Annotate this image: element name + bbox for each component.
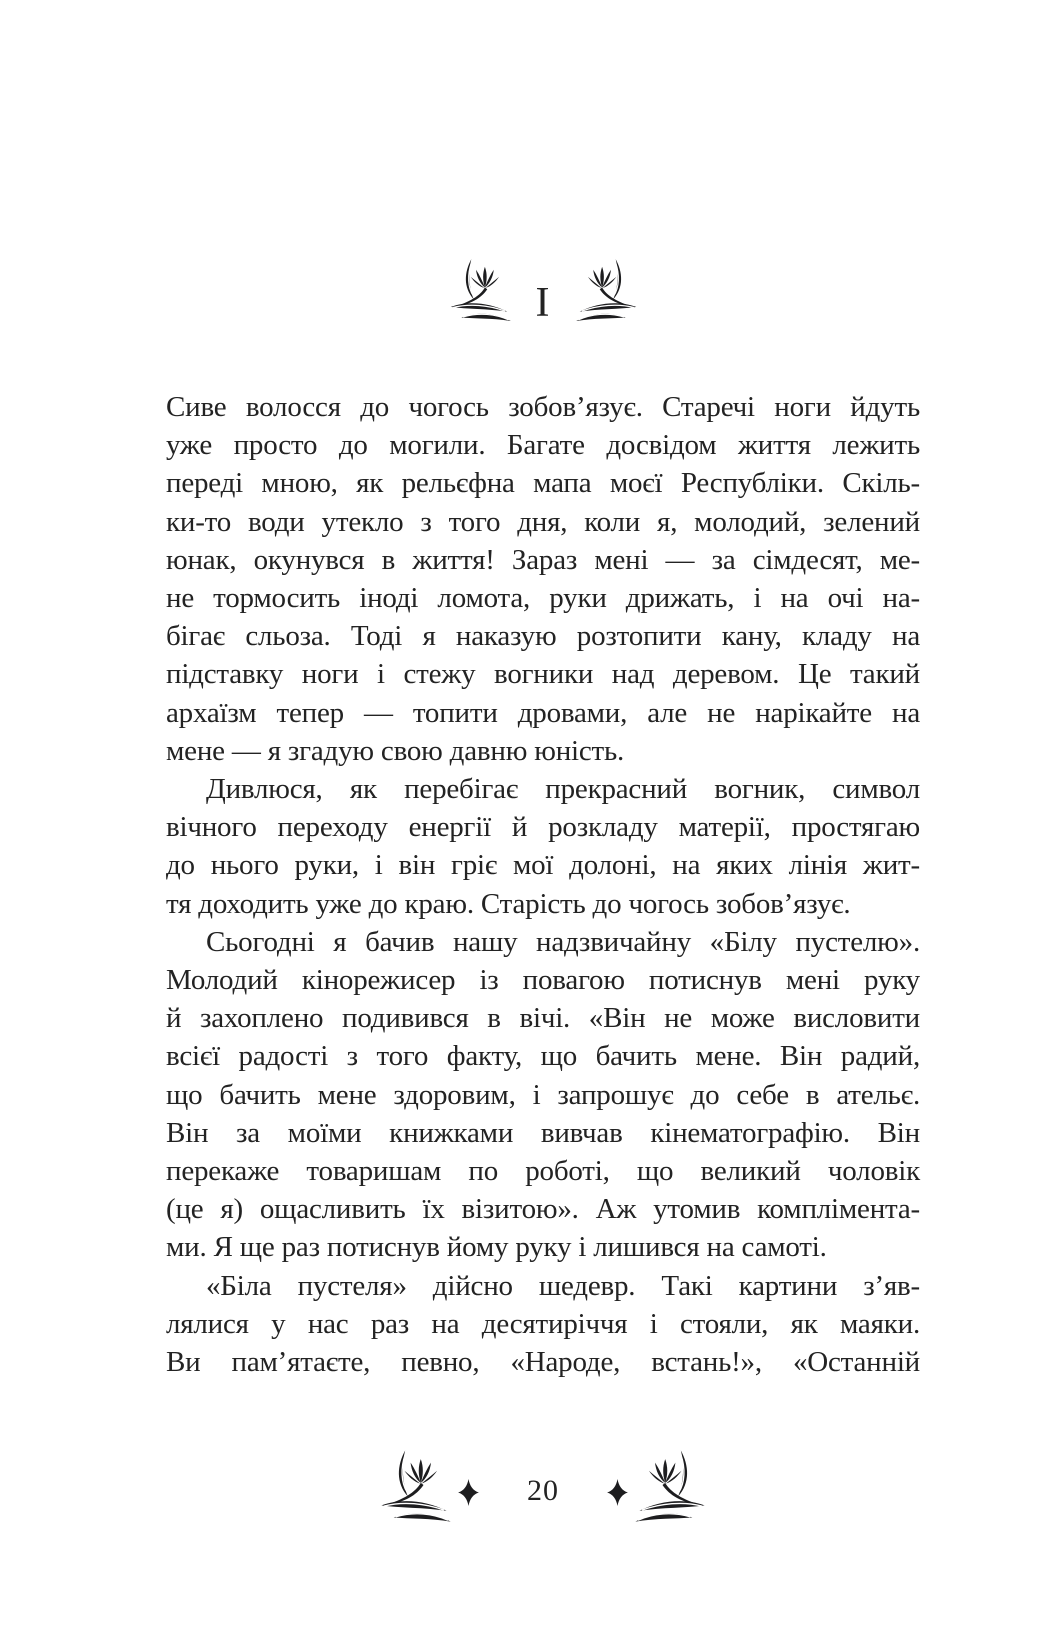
text-line: «Біла пустеля» дійсно шедевр. Такі картини з’яв-: [206, 1269, 920, 1302]
text-line: Молодий кінорежисер із повагою потиснув мені руку: [166, 964, 920, 997]
floral-ornament-right-icon: [575, 254, 641, 328]
text-line: вічного переходу енергії й розкладу матерії, простягаю: [166, 811, 920, 844]
text-line: не тормосить іноді ломота, руки дрижать, і на очі на-: [166, 582, 920, 615]
text-line: ки-то води утекло з того дня, коли я, молодий, зелений: [166, 505, 920, 538]
text-line: й захоплено подивився в вічі. «Він не може висловити: [166, 1002, 920, 1035]
body-text: [166, 388, 920, 1381]
diamond-separator-right-icon: [607, 1479, 628, 1506]
text-line: Сиве волосся до чогось зобов’язує. Старечі ноги йдуть: [166, 391, 920, 423]
floral-ornament-footer-right-icon: [634, 1446, 710, 1528]
text-line: всієї радості з того факту, що бачить мене. Він радий,: [166, 1040, 920, 1073]
floral-ornament-left-icon: [446, 254, 512, 328]
text-line: Сьогодні я бачив нашу надзвичайну «Білу пустелю».: [206, 925, 920, 958]
text-line: лялися у нас раз на десятиріччя і стояли, як маяки.: [166, 1307, 920, 1340]
text-line: переді мною, як рельєфна мапа моєї Республіки. Скіль-: [166, 467, 920, 500]
text-line: підставку ноги і стежу вогники над деревом. Це такий: [166, 658, 920, 691]
text-line: Ви пам’ятаєте, певно, «Народе, встань!», «Останній: [166, 1346, 920, 1379]
chapter-header: [166, 254, 920, 328]
diamond-separator-left-icon: [458, 1479, 479, 1506]
text-line: архаїзм тепер — топити дровами, але не нарікайте на: [166, 696, 920, 729]
text-line: Він за моїми книжками вивчав кінематографію. Він: [166, 1116, 920, 1149]
floral-ornament-footer-left-icon: [376, 1446, 452, 1528]
text-line: бігає сльоза. Тоді я наказую розтопити кану, кладу на: [166, 620, 920, 653]
text-line: уже просто до могили. Багате досвідом життя лежить: [166, 429, 920, 462]
text-line: Дивлюся, як перебігає прекрасний вогник, символ: [206, 773, 920, 806]
text-line: тя доходить уже до краю. Старість до чогось зобов’язує.: [166, 887, 851, 920]
text-line: (це я) ощасливить їх візитою». Аж утомив комплімента-: [166, 1193, 920, 1226]
page-number: 20: [527, 1474, 559, 1507]
text-line: юнак, окунувся в життя! Зараз мені — за сімдесят, ме-: [166, 543, 920, 576]
text-line: перекаже товаришам по роботі, що великий чоловік: [166, 1155, 920, 1188]
text-line: до нього руки, і він гріє мої долоні, на яких лінія жит-: [166, 849, 920, 882]
chapter-number: I: [535, 280, 551, 326]
text-line: що бачить мене здоровим, і запрошує до себе в ательє.: [166, 1078, 920, 1111]
page-footer: [166, 1446, 920, 1528]
text-line: ми. Я ще раз потиснув йому руку і лишився на самоті.: [166, 1231, 827, 1264]
text-line: мене — я згадую свою давню юність.: [166, 734, 625, 767]
